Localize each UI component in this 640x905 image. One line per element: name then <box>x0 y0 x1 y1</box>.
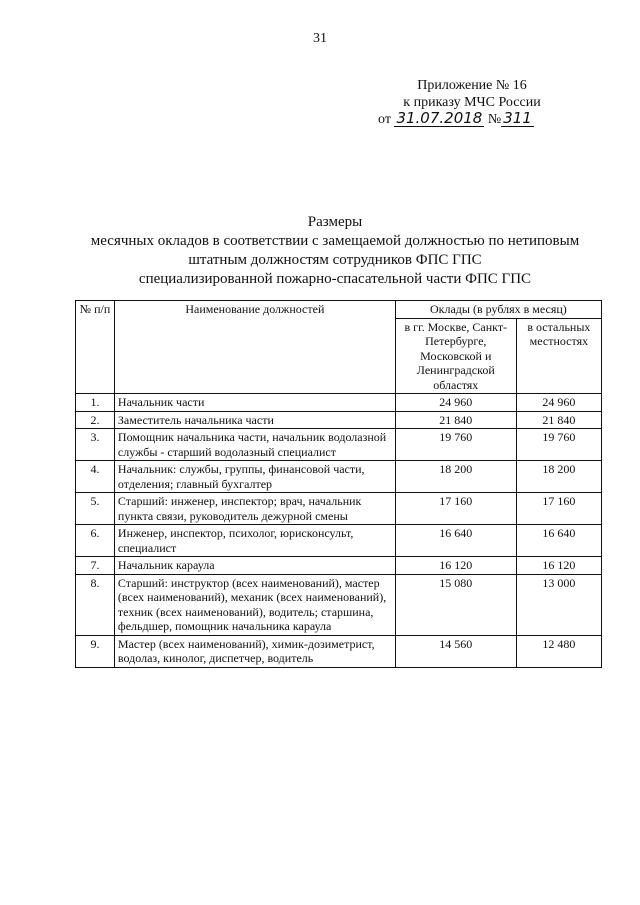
salary-table <box>75 300 602 668</box>
table-row <box>76 461 602 493</box>
header-position: Наименование должностей <box>114 301 395 394</box>
row-salary-moscow: 14 560 <box>395 635 516 667</box>
row-position: Начальник части <box>114 394 395 412</box>
row-salary-other: 21 840 <box>516 411 601 429</box>
row-salary-other: 13 000 <box>516 574 601 635</box>
row-number: 5. <box>76 493 115 525</box>
row-position: Заместитель начальника части <box>114 411 395 429</box>
document-title <box>60 213 610 289</box>
row-position: Мастер (всех наименований), химик-дозиметрист, водолаз, кинолог, диспетчер, водитель <box>114 635 395 667</box>
row-salary-moscow: 19 760 <box>395 429 516 461</box>
title-line-2: месячных окладов в соответствии с замещаемой должностью по нетиповым <box>90 233 580 249</box>
order-reference: к приказу МЧС России <box>403 95 541 110</box>
row-salary-other: 18 200 <box>516 461 601 493</box>
row-number: 6. <box>76 525 115 557</box>
row-salary-other: 17 160 <box>516 493 601 525</box>
row-number: 4. <box>76 461 115 493</box>
row-number: 1. <box>76 394 115 412</box>
table-row <box>76 429 602 461</box>
salary-rows <box>76 394 602 668</box>
table-row <box>76 525 602 557</box>
row-position: Инженер, инспектор, психолог, юрисконсульт, специалист <box>114 525 395 557</box>
table-row <box>76 574 602 635</box>
row-salary-moscow: 18 200 <box>395 461 516 493</box>
header-moscow: в гг. Москве, Санкт-Петербурге, Московской и Ленинградской областях <box>395 318 516 394</box>
header-salaries: Оклады (в рублях в месяц) <box>395 301 601 319</box>
row-salary-moscow: 24 960 <box>395 394 516 412</box>
appendix-title: Приложение № 16 <box>417 78 527 93</box>
row-salary-other: 16 640 <box>516 525 601 557</box>
row-salary-other: 16 120 <box>516 557 601 575</box>
row-number: 2. <box>76 411 115 429</box>
row-salary-moscow: 15 080 <box>395 574 516 635</box>
table-row <box>76 493 602 525</box>
row-position: Старший: инструктор (всех наименований), мастер (всех наименований), механик (всех наименований), техник (всех наименований), водитель; старшина, фельдшер, помощник начальника караула <box>114 574 395 635</box>
header-num: № п/п <box>76 301 115 394</box>
table-row <box>76 635 602 667</box>
row-salary-other: 12 480 <box>516 635 601 667</box>
order-date: 31.07.2018 <box>396 109 483 127</box>
appendix-header <box>378 77 552 128</box>
row-position: Старший: инженер, инспектор; врач, начальник пункта связи, руководитель дежурной смены <box>114 493 395 525</box>
title-line-1: Размеры <box>307 214 363 230</box>
title-line-4: специализированной пожарно-спасательной части ФПС ГПС <box>138 271 532 287</box>
order-number: 311 <box>503 109 532 127</box>
row-position: Начальник караула <box>114 557 395 575</box>
row-salary-moscow: 17 160 <box>395 493 516 525</box>
page-number: 31 <box>313 31 327 46</box>
row-position: Помощник начальника части, начальник водолазной службы - старший водолазный специалист <box>114 429 395 461</box>
table-row <box>76 411 602 429</box>
row-salary-moscow: 16 640 <box>395 525 516 557</box>
row-number: 3. <box>76 429 115 461</box>
row-salary-moscow: 16 120 <box>395 557 516 575</box>
table-row <box>76 394 602 412</box>
title-line-3: штатным должностям сотрудников ФПС ГПС <box>188 252 482 268</box>
row-number: 7. <box>76 557 115 575</box>
row-salary-moscow: 21 840 <box>395 411 516 429</box>
header-other: в остальных местностях <box>516 318 601 394</box>
order-date-line <box>378 111 552 128</box>
row-position: Начальник: службы, группы, финансовой части, отделения; главный бухгалтер <box>114 461 395 493</box>
table-row <box>76 557 602 575</box>
row-number: 9. <box>76 635 115 667</box>
row-salary-other: 19 760 <box>516 429 601 461</box>
from-label: от <box>378 112 391 127</box>
row-number: 8. <box>76 574 115 635</box>
row-salary-other: 24 960 <box>516 394 601 412</box>
number-label: № <box>487 112 502 127</box>
